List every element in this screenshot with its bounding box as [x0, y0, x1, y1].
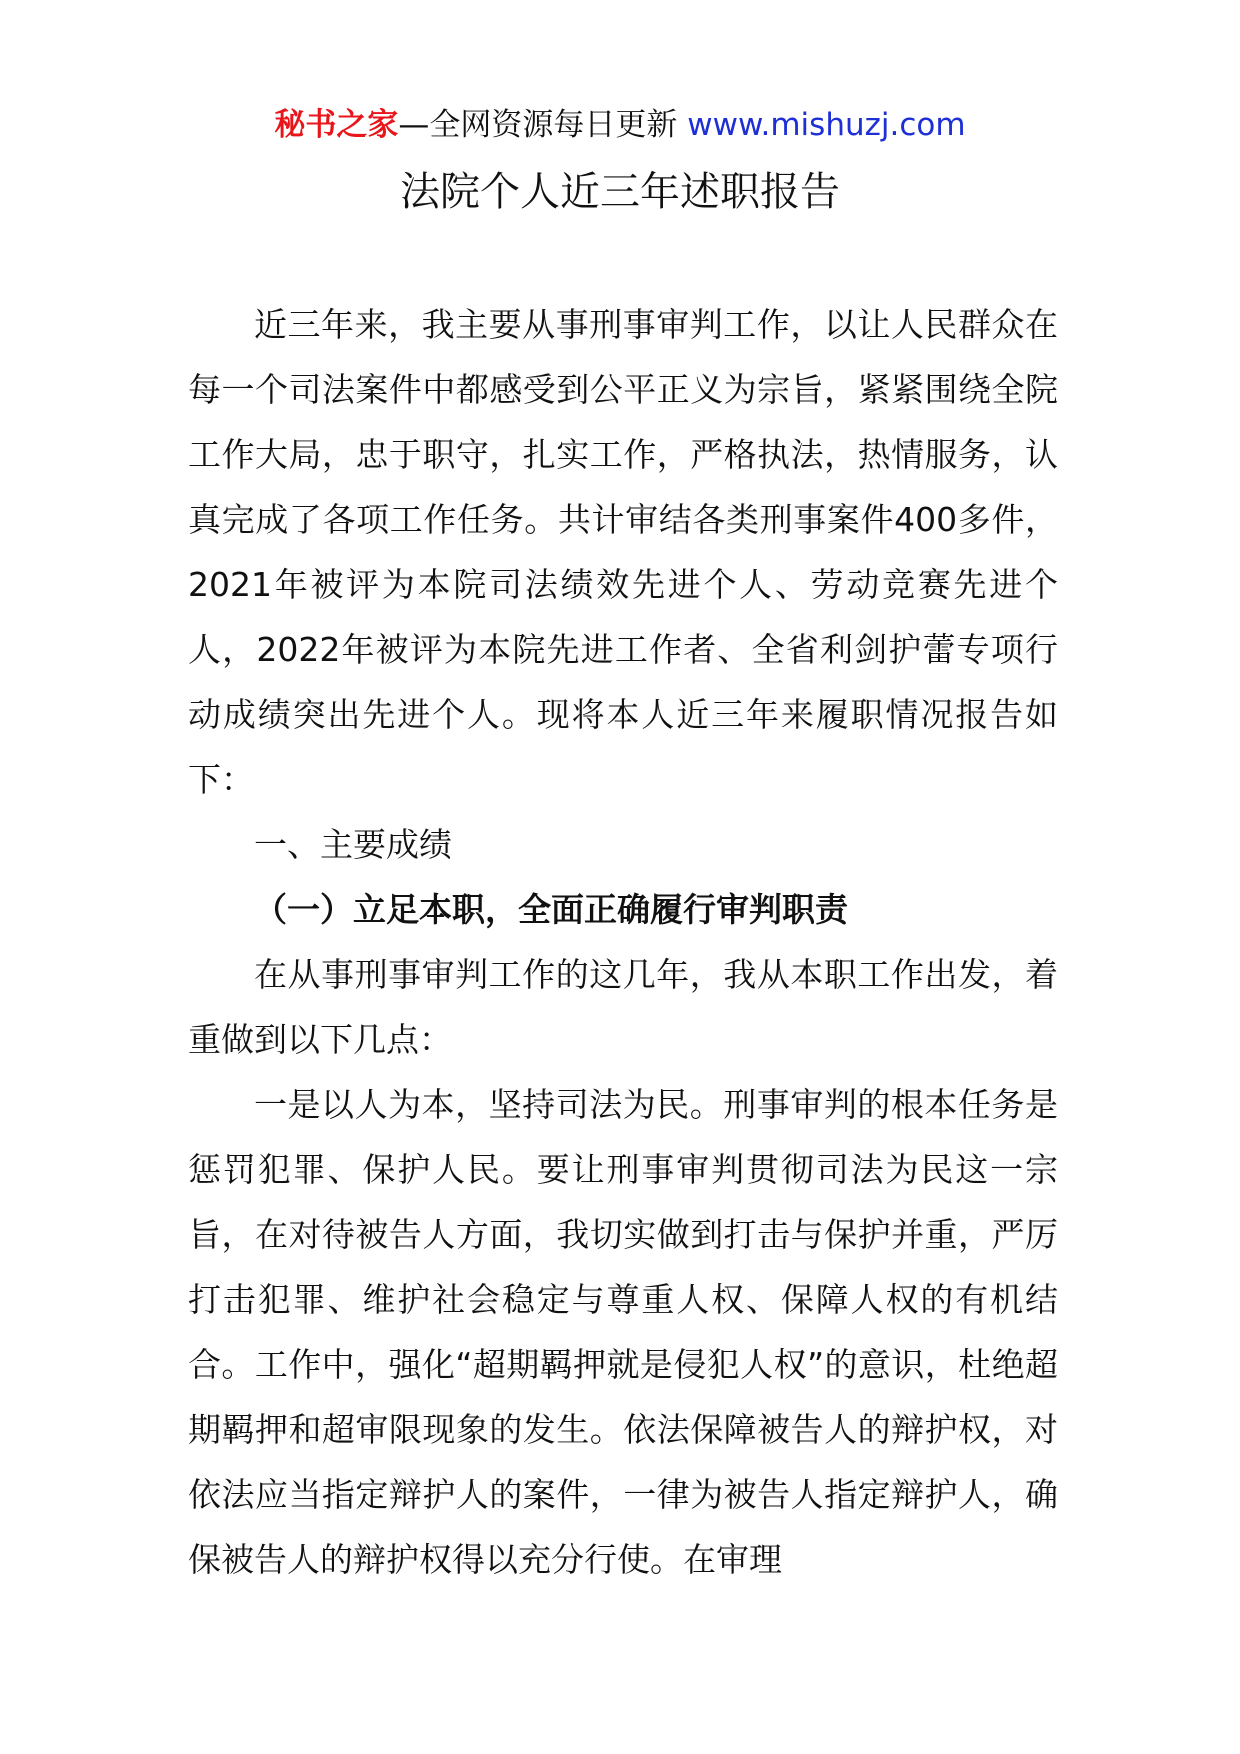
- document-title: 法院个人近三年述职报告: [400, 169, 840, 215]
- document-body: [188, 292, 1058, 1592]
- subsection-heading: （一）立足本职，全面正确履行审判职责: [254, 890, 848, 929]
- paragraph-2: 在从事刑事审判工作的这几年，我从本职工作出发，着重做到以下几点：: [188, 955, 1058, 1059]
- intro-paragraph: 近三年来，我主要从事刑事审判工作，以让人民群众在每一个司法案件中都感受到公平正义为宗旨，紧紧围绕全院工作大局，忠于职守，扎实工作，严格执法，热情服务，认真完成了各项工作任务。共计审结各类刑事案件400多件，2021年被评为本院司法绩效先进个人、劳动竞赛先进个人，2022年被评为本院先进工作者、全省利剑护蕾专项行动成绩突出先进个人。现将本人近三年来履职情况报告如下：: [188, 305, 1058, 799]
- header-tagline: —全网资源每日更新: [398, 107, 688, 143]
- site-url-link[interactable]: www.mishuzj.com: [687, 107, 966, 143]
- paragraph-3: 一是以人为本，坚持司法为民。刑事审判的根本任务是惩罚犯罪、保护人民。要让刑事审判贯彻司法为民这一宗旨，在对待被告人方面，我切实做到打击与保护并重，严厉打击犯罪、维护社会稳定与尊重人权、保障人权的有机结合。工作中，强化“超期羁押就是侵犯人权”的意识，杜绝超期羁押和超审限现象的发生。依法保障被告人的辩护权，对依法应当指定辩护人的案件，一律为被告人指定辩护人，确保被告人的辩护权得以充分行使。在审理: [188, 1085, 1058, 1579]
- site-header: [0, 100, 1240, 150]
- brand-name: 秘书之家: [274, 107, 399, 143]
- section-heading: 一、主要成绩: [254, 825, 452, 864]
